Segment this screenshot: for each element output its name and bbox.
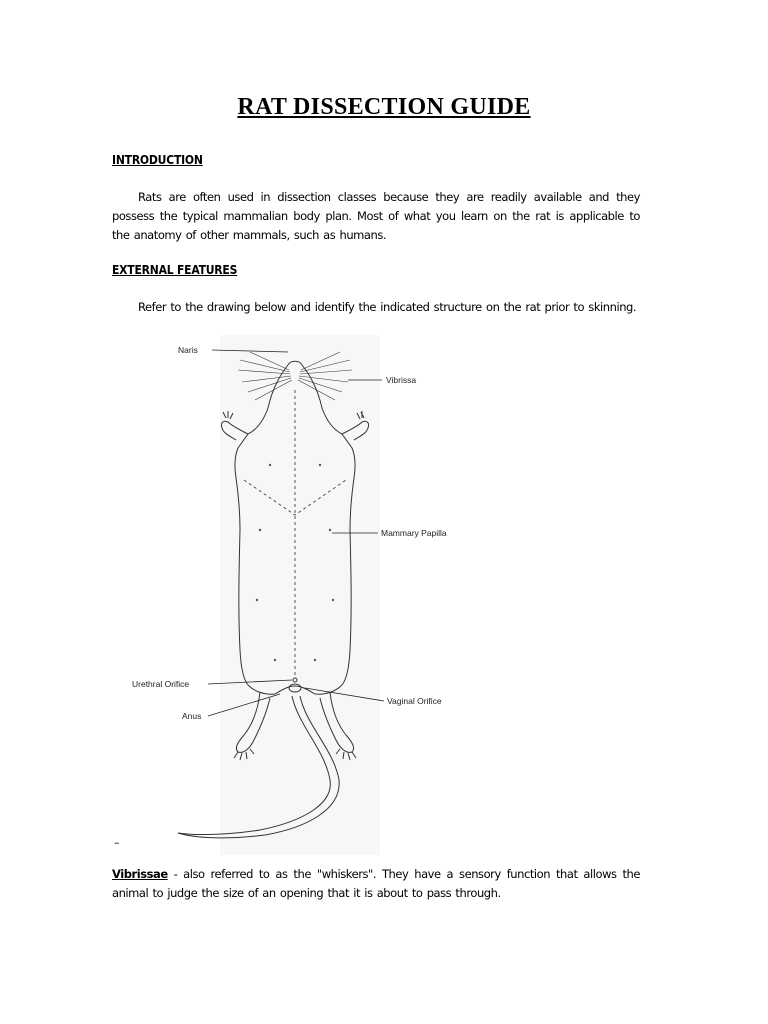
rat-external-anatomy-figure — [120, 330, 480, 860]
introduction-text: Rats are often used in dissection classes because they are readily available and they possess the typical mammalian body plan. Most of what you learn on the rat is applicable to the anatomy of other mammals, such as humans. — [112, 190, 640, 242]
external-features-text: Refer to the drawing below and identify the indicated structure on the rat prior to skinning. — [138, 300, 637, 314]
vaginal-orifice-label: Vaginal Orifice — [387, 696, 442, 706]
vibrissae-text: - also referred to as the "whiskers". They have a sensory function that allows the animal to judge the size of an opening that it is about to pass through. — [112, 867, 640, 900]
introduction-heading: INTRODUCTION — [112, 153, 203, 167]
anus-label: Anus — [182, 711, 202, 721]
vibrissae-term: Vibrissae — [112, 867, 168, 881]
page-title: RAT DISSECTION GUIDE — [237, 94, 531, 120]
mammary-papilla-label: Mammary Papilla — [381, 528, 447, 538]
naris-label: Naris — [178, 345, 198, 355]
figure-background — [220, 335, 380, 855]
vibrissa-label: Vibrissa — [386, 375, 417, 385]
external-features-heading: EXTERNAL FEATURES — [112, 263, 238, 277]
stray-dash-mark: – — [114, 836, 120, 849]
urethral-orifice-label: Urethral Orifice — [132, 679, 190, 689]
vibrissae-definition — [112, 865, 640, 903]
